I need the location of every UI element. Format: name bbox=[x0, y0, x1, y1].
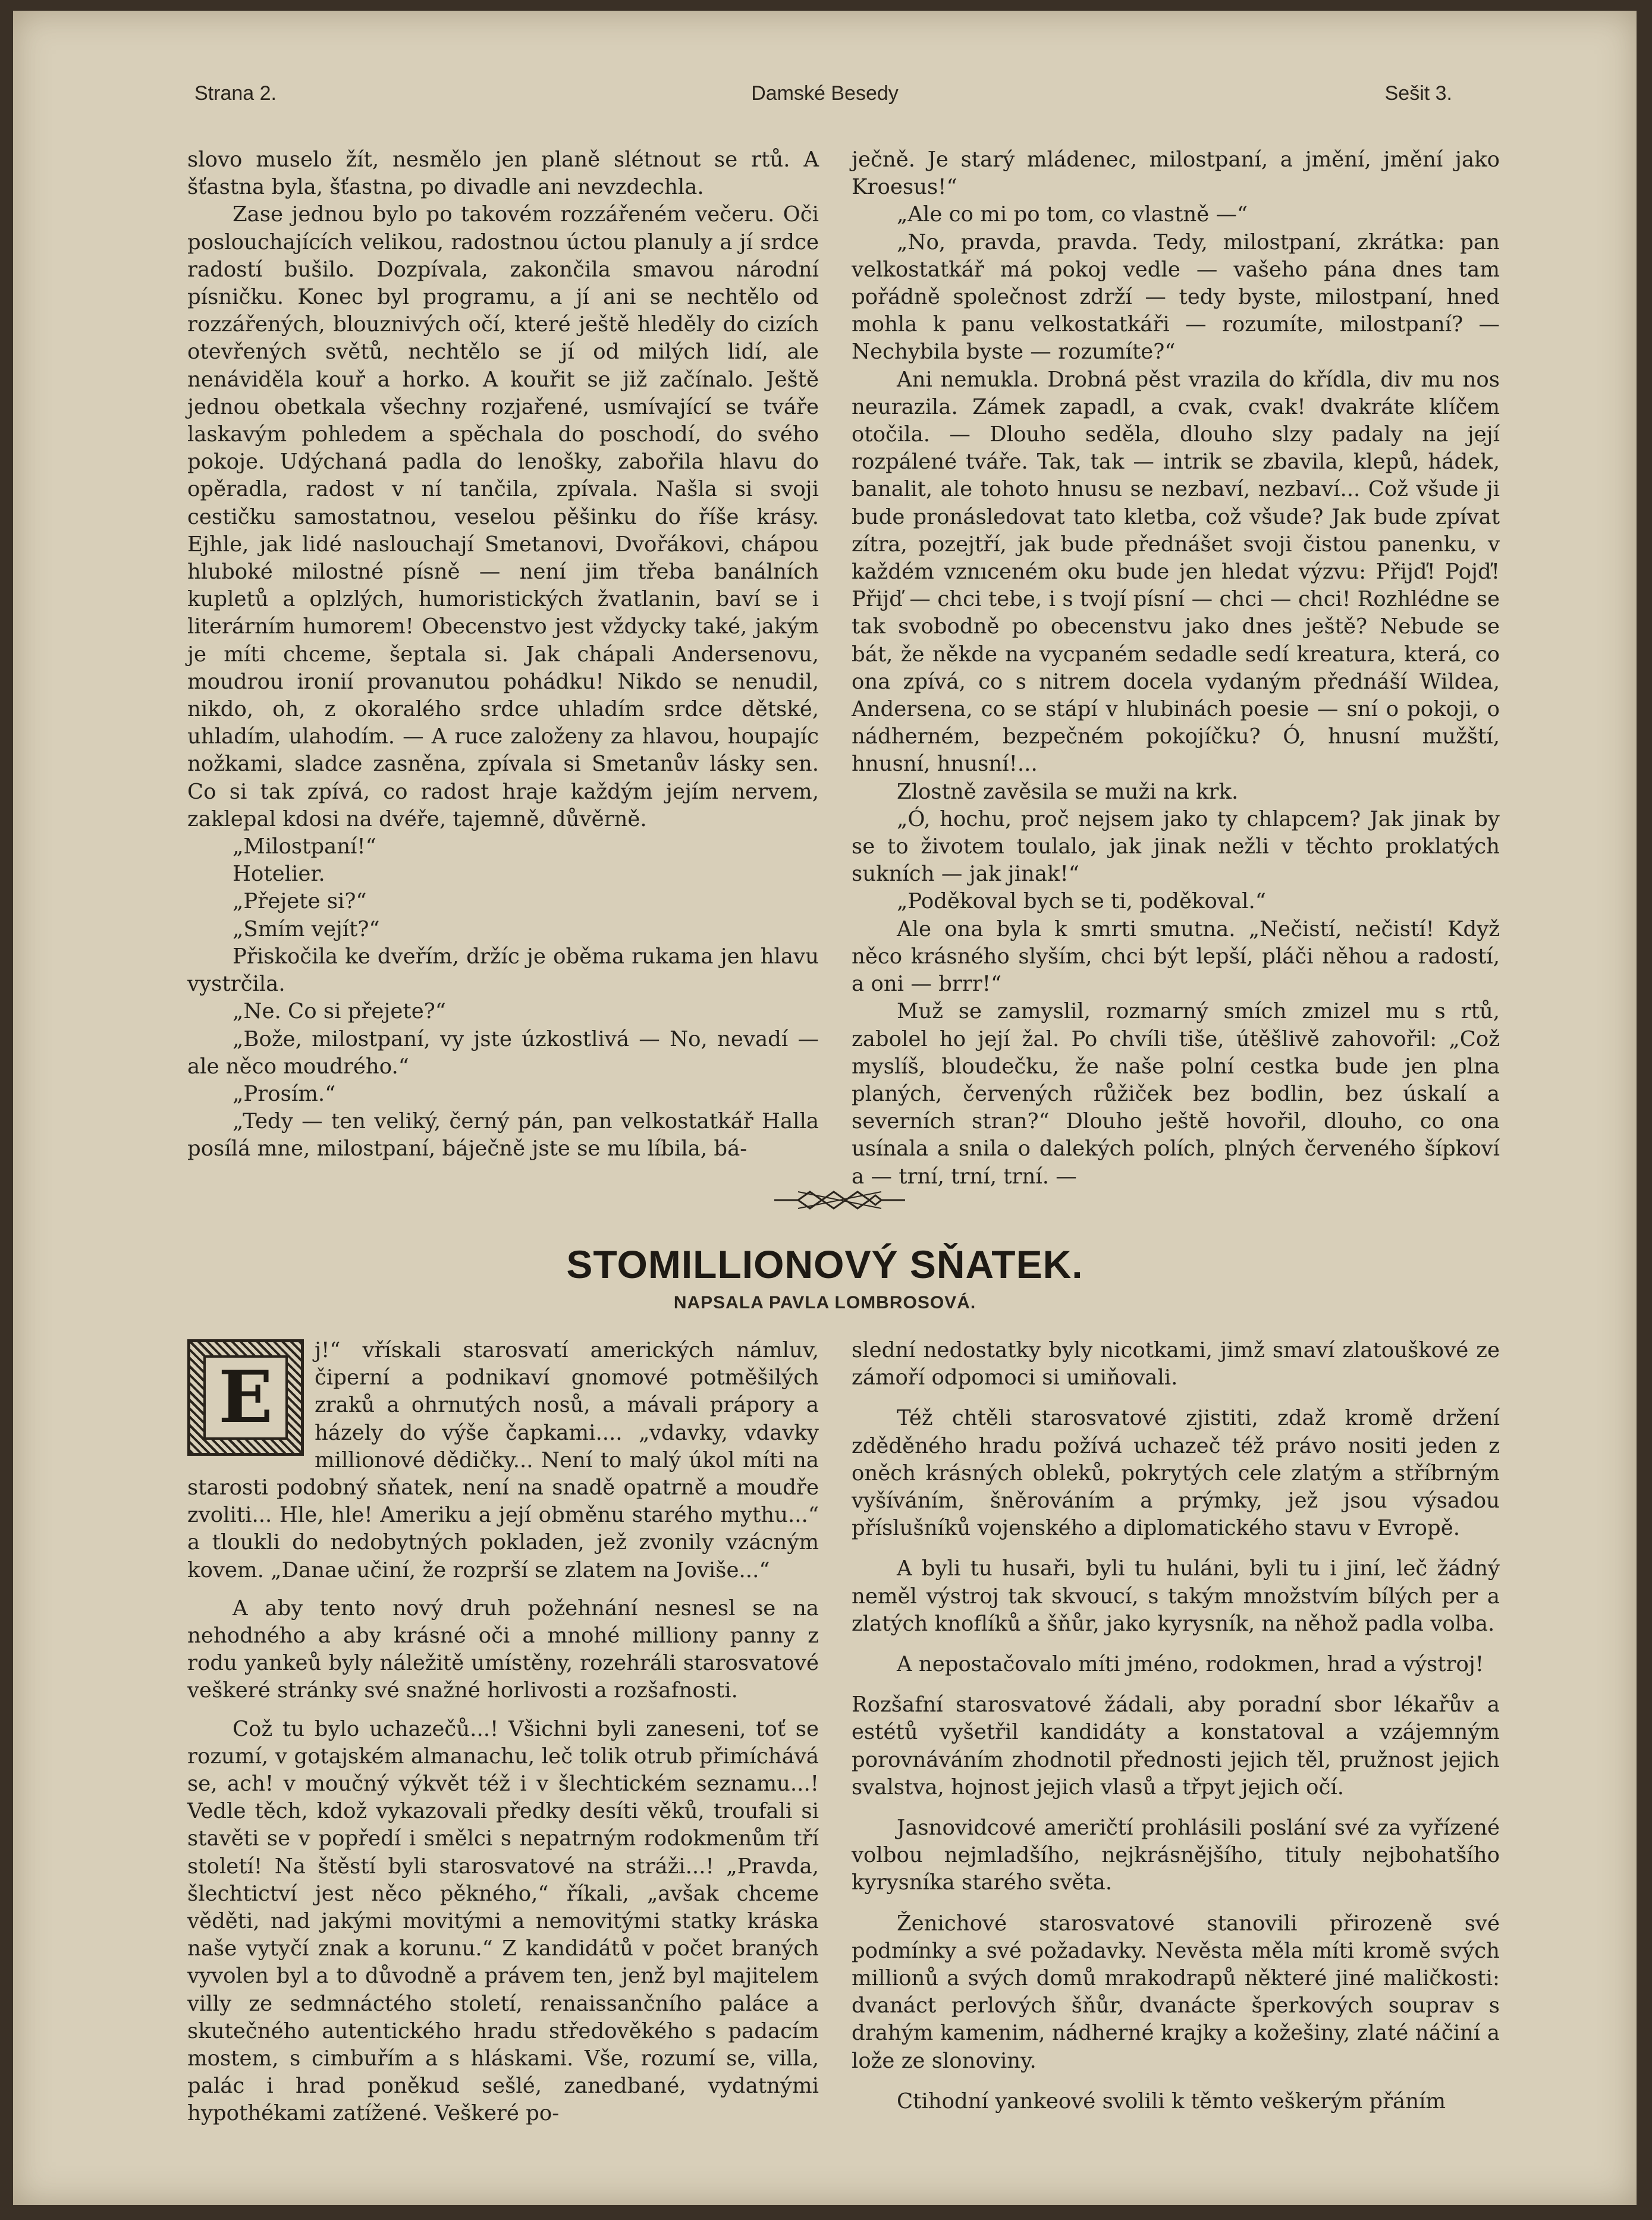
paragraph: Též chtěli starosvatové zjistiti, zdaž kromě držení zděděného hradu požívá uchazeč též právo nositi jeden z oněch krásných obleků, pokrytých cele zlatým a stříbrným vyšíváním, šněrováním a prýmky, jež jsou výsadou příslušníků vojenského a diplomatického stavu v Evropě. bbox=[852, 1406, 1500, 1541]
issue-number: Sešit 3. bbox=[1384, 82, 1452, 105]
paragraph: Zase jednou bylo po takovém rozzářeném večeru. Oči poslouchajících velikou, radostnou úctou planuly a jí srdce radostí bušilo. Dozpívala, zakončila smavou národní písničku. Konec byl programu, a jí ani se nechtělo od rozzářených, blouznivých očí, které ještě hleděly do cizích otevřených světů, nechtělo se jí od milých lidí, ale nenáviděla kouř a horko. A kouřit se již začínalo. Ještě jednou obetkala všechny rozjařené, usmívající se tváře laskavým pohledem a spěchala do poschodí, do svého pokoje. Udýchaná padla do lenošky, zabořila hlavu do opěradla, radost v ní tančila, zpívala. Našla si svoji cestičku samostatnou, veselou pěšinku do říše krásy. Ejhle, jak lidé naslouchají Smetanovi, Dvořákovi, chápou hluboké milostné písně — není jim třeba banálních kupletů a oplzlých, humoristických žvatlanin, baví se i literárním humorem! Obecenstvo jest vždycky také, jakým je míti chceme, šeptala si. Jak chápali Andersenovu, moudrou ironií provanutou pohádku! Nikdo se nenudil, nikdo, oh, z okoralého srdce uhladím srdce dětské, uhladím, ulahodím. — A ruce založeny za hlavou, houpajíc nožkami, sladce zasněna, zpívala si Smetanův lásky sen. Co si tak zpívá, co radost hraje každým jejím nervem, zaklepal kdosi na dvéře, tajemně, důvěrně. bbox=[187, 202, 819, 831]
paragraph: Ctihodní yankeové svolili k těmto veškerým přáním bbox=[897, 2089, 1446, 2114]
paragraph: „Přejete si?“ bbox=[233, 889, 367, 914]
paragraph: „Smím vejít?“ bbox=[233, 916, 380, 941]
paragraph: „Milostpaní!“ bbox=[233, 834, 376, 859]
paragraph: A byli tu husaři, byli tu huláni, byli tu i jiní, leč žádný neměl výstroj tak skvoucí, s takým množstvím bílých per a zlatých knoflíků a šňůr, jako kyrysník, na něhož padla volba. bbox=[852, 1556, 1500, 1636]
paragraph: „Tedy — ten veliký, černý pán, pan velkostatkář Halla posílá mne, milostpaní, báječně jste se mu líbila, bá- bbox=[187, 1109, 819, 1161]
dropcap-ornament bbox=[187, 1339, 304, 1456]
page bbox=[13, 11, 1637, 2205]
story-column-left bbox=[187, 146, 819, 1163]
section-divider-ornament bbox=[774, 1188, 905, 1212]
paragraph: „Bože, milostpaní, vy jste úzkostlivá — No, nevadí — ale něco moudrého.“ bbox=[187, 1026, 819, 1079]
dropcap-letter: E bbox=[203, 1355, 288, 1440]
paragraph: A nepostačovalo míti jméno, rodokmen, hrad a výstroj! bbox=[897, 1652, 1484, 1677]
story-column-right bbox=[852, 146, 1500, 1191]
paragraph: Ženichové starosvatové stanovili přirozeně své podmínky a své požadavky. Nevěsta měla míti kromě svých millionů a svých domů mrakodrapů některé jiné maličkosti: dvanáct perlových šňůr, dvanácte šperkových souprav s drahým kamenim, nádherné krajky a kožešiny, zlaté náčiní a lože ze slonoviny. bbox=[852, 1911, 1500, 2073]
article-column-right bbox=[852, 1337, 1500, 2128]
paragraph: slovo muselo žít, nesmělo jen planě slétnout se rtů. A šťastna byla, šťastna, po divadle ani nevzdechla. bbox=[187, 147, 819, 200]
paragraph: slední nedostatky byly nicotkami, jimž smaví zlatouškové ze zámoří odpomoci si umiňovali. bbox=[852, 1338, 1500, 1390]
paragraph: A aby tento nový druh požehnání nesnesl se na nehodného a aby krásné oči a mnohé milliony panny z rodu yankeů byly náležitě umístěny, rozehráli starosvatové veškeré stránky své snažné horlivosti a rozšafnosti. bbox=[187, 1596, 819, 1703]
paragraph: „Ale co mi po tom, co vlastně —“ bbox=[897, 202, 1248, 227]
paragraph: ječně. Je starý mládenec, milostpaní, a jmění, jmění jako Kroesus!“ bbox=[852, 147, 1500, 200]
paragraph: Hotelier. bbox=[233, 862, 325, 887]
article-byline: NAPSALA PAVLA LOMBROSOVÁ. bbox=[673, 1293, 976, 1312]
paragraph: Ani nemukla. Drobná pěst vrazila do křídla, div mu nos neurazila. Zámek zapadl, a cvak, cvak! dvakráte klíčem otočila. — Dlouho seděla, dlouho slzy padaly na její rozpálené tváře. Tak, tak — intrik se zbavila, klepů, hádek, banalit, ale tohoto hnusu se nezbaví, nezbaví... Což všude ji bude pronásledovat tato kletba, což všude? Jak bude zpívat zítra, pozejtří, jak bude přednášet svoji čistou panenku, v každém vznıceném oku bude jen hledat výzvu: Přijď! Pojď! Přijď — chci tebe, i s tvojí písní — chci — chci! Rozhlédne se tak svobodně po obecenstvu jako dnes ještě? Nebude se bát, že někde na vycpaném sedadle sedí kreatura, která, co ona zpívá, co s nitrem docela vydaným přednáší Wildea, Andersena, co se stápí v hlubinách poesie — sní o pokoji, o nádherném, bezpečném pokojíčku? Ó, hnusní mužští, hnusní, hnusní!... bbox=[852, 367, 1500, 777]
paragraph: „No, pravda, pravda. Tedy, milostpaní, zkrátka: pan velkostatkář má pokoj vedle — vašeho pána dnes tam pořádně společnost zdrží — tedy byste, milostpaní, hned mohla k panu velkostatkáři — rozumíte, milostpaní? — Nechybila byste — rozumíte?“ bbox=[852, 230, 1500, 365]
paragraph: Zlostně zavěsila se muži na krk. bbox=[897, 779, 1239, 804]
paragraph: „Poděkoval bych se ti, poděkoval.“ bbox=[897, 889, 1266, 914]
paragraph: Ale ona byla k smrti smutna. „Nečistí, nečistí! Když něco krásného slyším, chci být lepší, pláči něhou a radostí, a oni — brrr!“ bbox=[852, 916, 1500, 997]
paragraph: Rozšafní starosvatové žádali, aby poradní sbor lékařův a estétů vyšetřil kandidáty a konstatoval a vzájemným porovnáváním zhodnotil přednosti jejich těl, pružnost jejich svalstva, hojnost jejich vlasů a třpyt jejich očí. bbox=[852, 1693, 1500, 1800]
opening-paragraph bbox=[187, 1337, 819, 1584]
article-title: STOMILLIONOVÝ SŇATEK. bbox=[566, 1242, 1083, 1286]
paragraph: „Ne. Co si přejete?“ bbox=[233, 999, 446, 1024]
article-column-left bbox=[187, 1337, 819, 2128]
page-number: Strana 2. bbox=[194, 82, 277, 105]
opening-text: j!“ vřískali starosvatí amerických námluv, čiperní a podnikaví gnomové potměšilých zraků a ohrnutých nosů, a mávali prápory a házely do výše čapkami.... „vdavky, vdavky millionové dědičky... Není to malý úkol míti na starosti podobný sňatek, není na snadě opatrně a moudře zvoliti... Hle, hle! Ameriku a její obměnu starého mythu...“ a tloukli do nedobytných pokladen, jež zvonily vzácným kovem. „Danae učiní, že rozprší se zlatem na Joviše...“ bbox=[187, 1338, 819, 1582]
paragraph: Muž se zamyslil, rozmarný smích zmizel mu s rtů, zabolel ho její žal. Po chvíli tiše, útěšlivě zahovořil: „Což myslíš, bloudečku, že naše polní cestka bude jen plna planých, červených růžiček bez bodlin, bez úskalí a severních stran?“ Dlouho ještě hovořil, dlouho, co ona usínala a snila o dalekých polích, plných červeného šípkoví a — trní, trní, trní. — bbox=[852, 999, 1500, 1189]
paragraph: „Prosím.“ bbox=[233, 1081, 336, 1106]
paragraph: „Ó, hochu, proč nejsem jako ty chlapcem? Jak jinak by se to životem toulalo, jak jinak nežli v těchto proklatých sukních — jak jinak!“ bbox=[852, 806, 1500, 887]
paragraph: Přiskočila ke dveřím, držíc je oběma rukama jen hlavu vystrčila. bbox=[187, 944, 819, 997]
magazine-title: Damské Besedy bbox=[751, 82, 899, 105]
paragraph: Což tu bylo uchazečů...! Všichni byli zaneseni, toť se rozumí, v gotajském almanachu, leč tolik otrub přimíchává se, ach! v moučný výkvět též i v šlechtickém seznamu...! Vedle těch, kdož vykazovali předky desíti věků, troufali si stavěti se v popředí i smělci s nepatrným rodokmenům tří století! Na štěstí byli starosvatové na stráži...! „Pravda, šlechtictví jest něco pěkného,“ říkali, „avšak chceme věděti, nad jakými movitými a nemovitými statky kráska naše vytyčí znak a korunu.“ Z kandidátů v počet braných vyvolen byl a to důvodně a právem ten, jenž byl majitelem villy ze sedmnáctého století, renaissančního paláce a skutečného autentického hradu středověkého s padacím mostem, s cimbuřím a s hláskami. Vše, rozumí se, villa, palác i hrad poněkud sešlé, zanedbané, vydatnými hypothékami zatížené. Veškeré po- bbox=[187, 1716, 819, 2126]
paragraph: Jasnovidcové američtí prohlásili poslání své za vyřízené volbou nejmladšího, nejkrásnějšího, tituly nejbohatšího kyrysníka starého světa. bbox=[852, 1816, 1500, 1895]
